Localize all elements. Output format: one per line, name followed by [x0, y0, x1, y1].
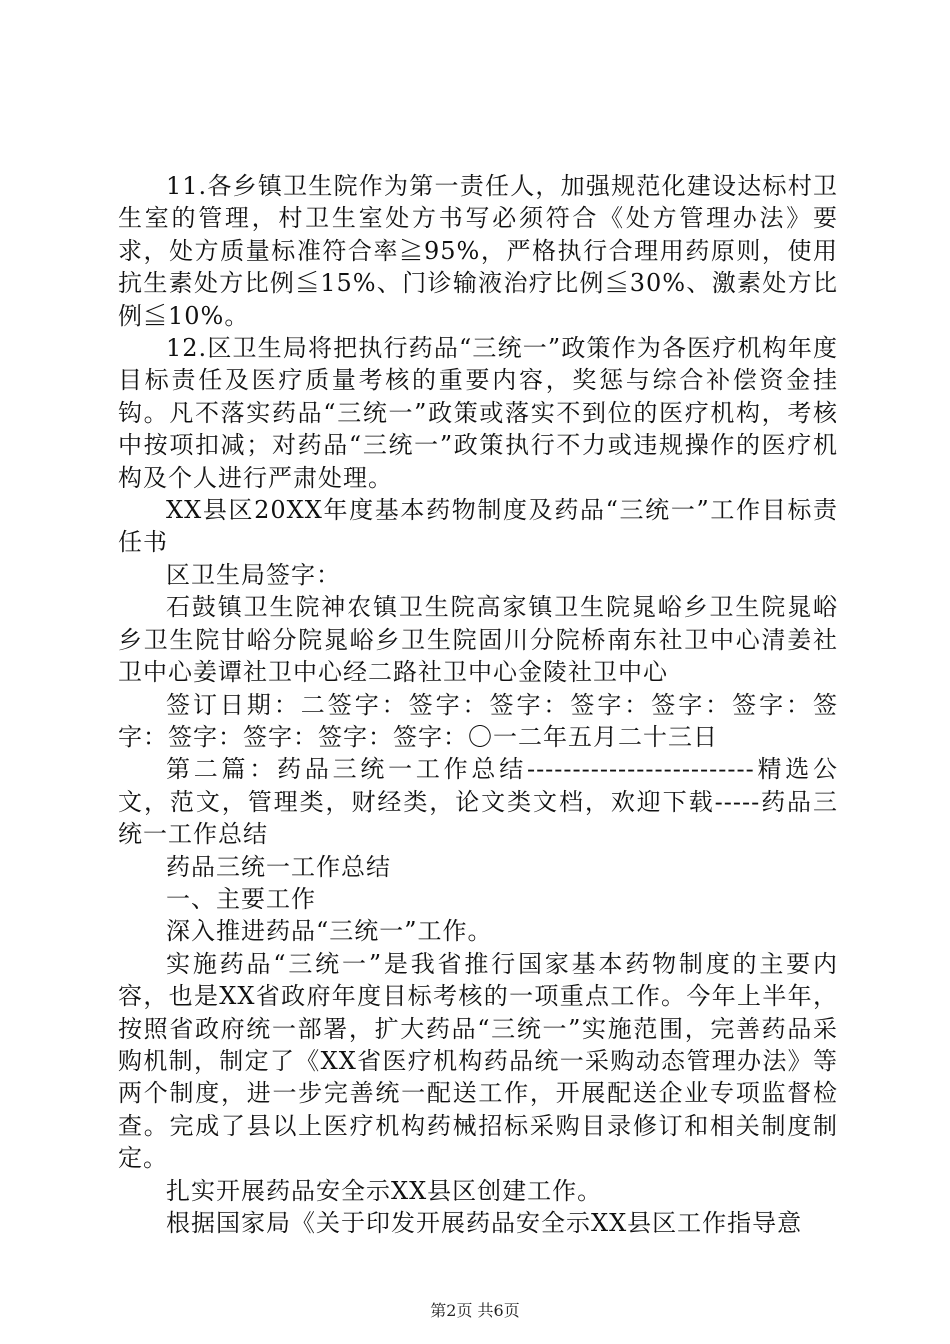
signing-date-line: 签订日期：二签字：签字：签字：签字：签字：签字：签字：签字：签字：签字：签字：〇一二年五月二十三日	[118, 690, 838, 751]
subheading-safety-demo: 扎实开展药品安全示XX县区创建工作。	[166, 1176, 603, 1205]
paragraph-item-11: 11.各乡镇卫生院作为第一责任人，加强规范化建设达标村卫生室的管理，村卫生室处方书写必须符合《处方管理办法》要求，处方质量标准符合率≧95%，严格执行合理用药原则，使用抗生素处方比例≦15%、门诊输液治疗比例≦30%、激素处方比例≦10%。	[118, 172, 838, 330]
paragraph-item-12: 12.区卫生局将把执行药品“三统一”政策作为各医疗机构年度目标责任及医疗质量考核的重要内容，奖惩与综合补偿资金挂钩。凡不落实药品“三统一”政策或落实不到位的医疗机构，考核中按项扣减；对药品“三统一”政策执行不力或违规操作的医疗机构及个人进行严肃处理。	[118, 334, 838, 492]
paragraph-implementation: 实施药品“三统一”是我省推行国家基本药物制度的主要内容，也是XX省政府年度目标考核的一项重点工作。今年上半年，按照省政府统一部署，扩大药品“三统一”实施范围，完善药品采购机制，制定了《XX省医疗机构药品统一采购动态管理办法》等两个制度，进一步完善统一配送工作，开展配送企业专项监督检查。完成了县以上医疗机构药械招标采购目录修订和相关制度制定。	[118, 949, 838, 1173]
responsibility-title: XX县区20XX年度基本药物制度及药品“三统一”工作目标责任书	[118, 496, 838, 557]
subheading-three-unified: 深入推进药品“三统一”工作。	[166, 917, 493, 946]
second-article-heading: 第二篇：药品三统一工作总结-------------------------精选公文，范文，管理类，财经类，论文类文档，欢迎下载-----药品三统一工作总结	[118, 755, 838, 849]
section-heading-main-work: 一、主要工作	[166, 884, 316, 913]
institution-list: 石鼓镇卫生院神农镇卫生院高家镇卫生院晁峪乡卫生院晁峪乡卫生院甘峪分院晁峪乡卫生院固川分院桥南东社卫中心清姜社卫中心姜谭社卫中心经二路社卫中心金陵社卫中心	[118, 593, 838, 687]
document-body	[118, 170, 838, 1239]
bureau-signature-line: 区卫生局签字：	[166, 560, 341, 589]
paragraph-national-bureau: 根据国家局《关于印发开展药品安全示XX县区工作指导意	[166, 1209, 803, 1237]
page-number-footer: 第2页 共6页	[430, 1301, 520, 1320]
summary-title: 药品三统一工作总结	[166, 852, 391, 881]
